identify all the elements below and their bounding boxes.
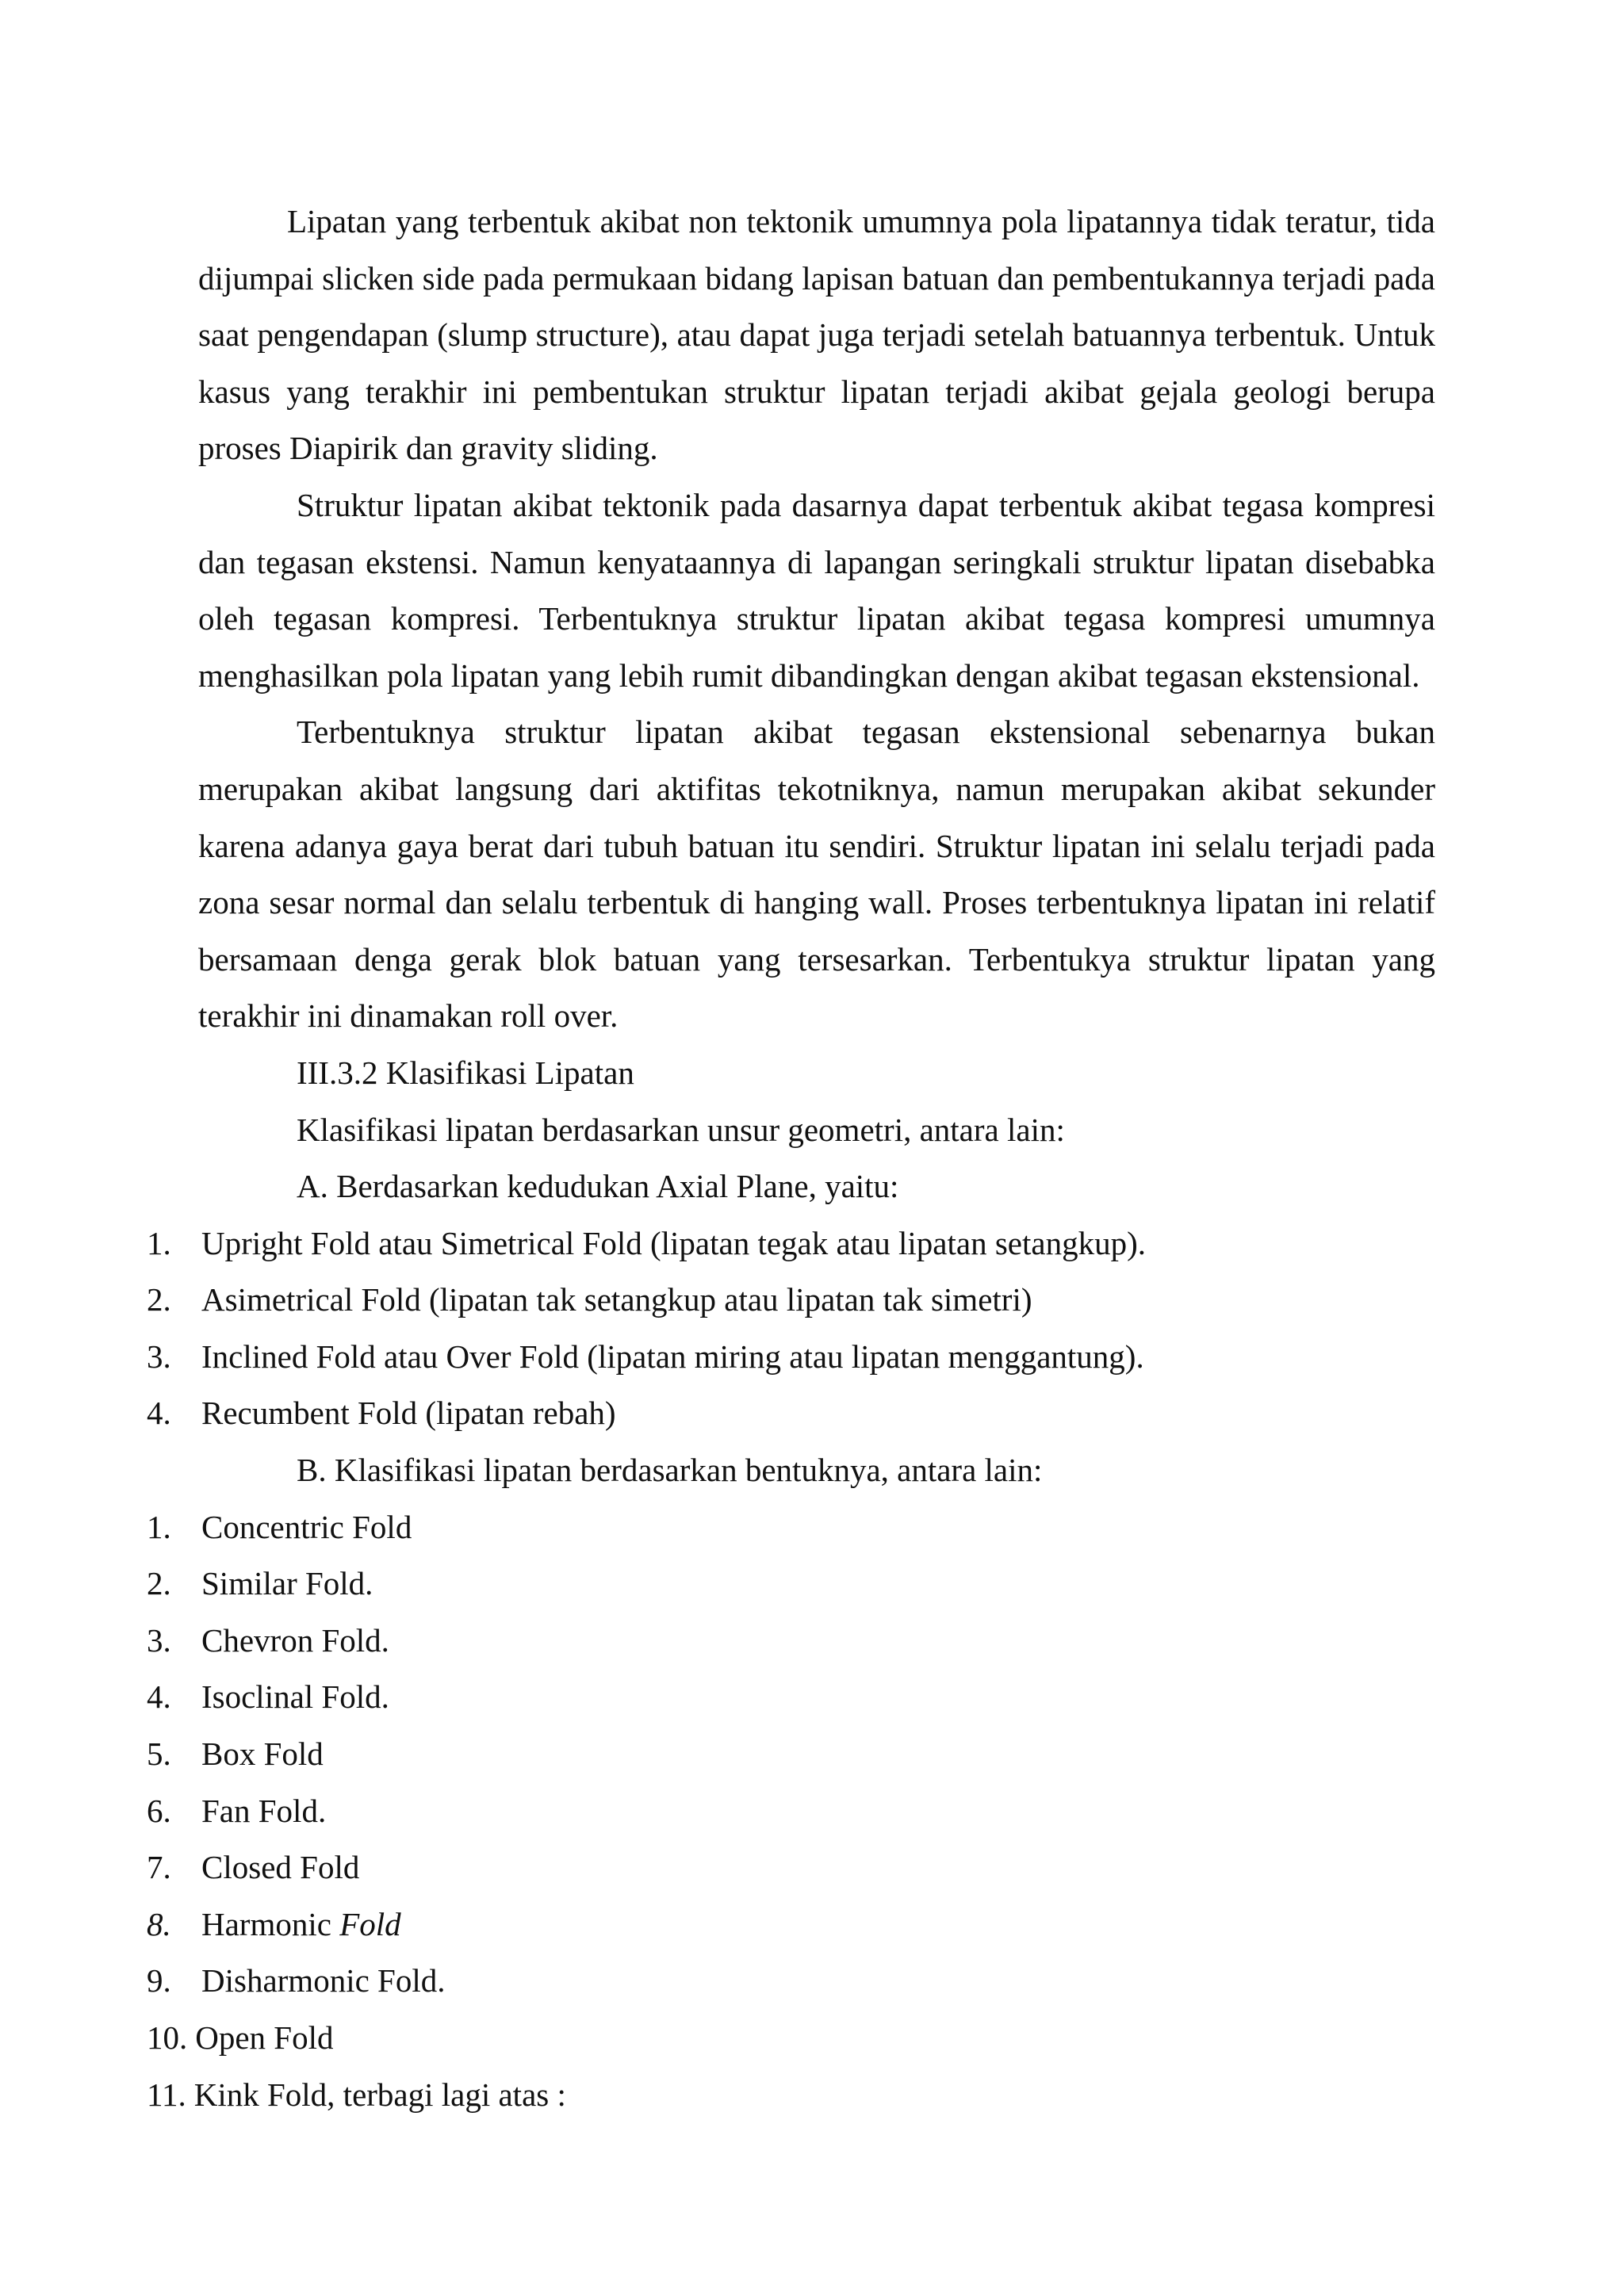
list-number: 2. <box>147 1281 171 1318</box>
list-item-text: Isoclinal Fold. <box>201 1678 389 1716</box>
list-number: 7. <box>147 1849 171 1886</box>
list-item <box>147 1726 1384 1783</box>
list-item <box>147 1329 1384 1386</box>
list-item <box>147 1839 1384 1896</box>
list-item-text: Open Fold <box>195 2019 334 2056</box>
list-item <box>147 1272 1384 1329</box>
list-item-text: Fan Fold. <box>201 1792 327 1829</box>
paragraph-3: Terbentuknya struktur lipatan akibat tegasan ekstensional sebenarnya bukan merupakan akibat langsung dari aktifitas tekotniknya, namun merupakan akibat sekunder karena adanya gaya berat dari tubuh batuan itu sendiri. Struktur lipatan ini selalu terjadi pada zona sesar normal dan selalu terbentuk di hanging wall. Proses terbentuknya lipatan ini relatif bersamaan denga gerak blok batuan yang tersesarkan. Terbentukya struktur lipatan yang terakhir ini dinamakan roll over. <box>198 714 1435 1035</box>
list-item-text: Chevron Fold. <box>201 1621 389 1659</box>
document-body <box>147 193 1435 2123</box>
list-item-text: Harmonic <box>201 1905 340 1942</box>
section-b-heading: B. Klasifikasi lipatan berdasarkan bentuknya, antara lain: <box>297 1452 1043 1489</box>
intro-line: Klasifikasi lipatan berdasarkan unsur geometri, antara lain: <box>297 1111 1065 1148</box>
list-item-text: Box Fold <box>201 1735 324 1773</box>
list-item <box>147 1783 1384 1840</box>
list-item <box>147 1556 1384 1613</box>
list-number: 9. <box>147 1962 171 1999</box>
section-a-list <box>147 1215 1384 1442</box>
paragraph-1: Lipatan yang terbentuk akibat non tektonik umumnya pola lipatannya tidak teratur, tida dijumpai slicken side pada permukaan bidang lapisan batuan dan pembentukannya terjadi pada saat pengendapan (slump structure), atau dapat juga terjadi setelah batuannya terbentuk. Untuk kasus yang terakhir ini pembentukan struktur lipatan terjadi akibat gejala geologi berupa proses Diapirik dan gravity sliding. <box>198 203 1435 467</box>
list-number: 4. <box>147 1395 171 1432</box>
list-item <box>147 2010 1384 2067</box>
list-item <box>147 1499 1384 1556</box>
section-heading: III.3.2 Klasifikasi Lipatan <box>297 1054 634 1091</box>
list-item-text: Closed Fold <box>201 1849 360 1886</box>
list-number: 3. <box>147 1621 171 1659</box>
list-item <box>147 1215 1384 1272</box>
list-number: 6. <box>147 1792 171 1829</box>
list-item-text: Upright Fold atau Simetrical Fold (lipatan tegak atau lipatan setangkup). <box>201 1224 1146 1261</box>
list-item-text: Disharmonic Fold. <box>201 1962 446 1999</box>
list-item <box>147 1385 1384 1442</box>
list-number: 5. <box>147 1735 171 1773</box>
list-number: 2. <box>147 1565 171 1602</box>
list-number: 1. <box>147 1224 171 1261</box>
list-item-text-italic: Fold <box>339 1905 401 1942</box>
list-number: 4. <box>147 1678 171 1716</box>
list-number: 1. <box>147 1508 171 1545</box>
list-number: 3. <box>147 1337 171 1375</box>
list-item <box>147 1896 1384 1954</box>
list-number: 8. <box>147 1905 171 1942</box>
section-a-heading: A. Berdasarkan kedudukan Axial Plane, yaitu: <box>297 1168 899 1205</box>
list-number: 10. <box>147 2019 188 2056</box>
list-item <box>147 1613 1384 1670</box>
list-number: 11. <box>147 2076 186 2113</box>
paragraph-2: Struktur lipatan akibat tektonik pada dasarnya dapat terbentuk akibat tegasa kompresi dan tegasan ekstensi. Namun kenyataannya di lapangan seringkali struktur lipatan disebabka oleh tegasan kompresi. Terbentuknya struktur lipatan akibat tegasa kompresi umumnya menghasilkan pola lipatan yang lebih rumit dibandingkan dengan akibat tegasan ekstensional. <box>198 486 1435 694</box>
list-item <box>147 1953 1384 2010</box>
list-item-text: Inclined Fold atau Over Fold (lipatan miring atau lipatan menggantung). <box>201 1337 1144 1375</box>
list-item-text: Kink Fold, terbagi lagi atas : <box>193 2076 566 2113</box>
list-item-text: Similar Fold. <box>201 1565 373 1602</box>
list-item <box>147 1669 1384 1726</box>
list-item <box>147 2067 1384 2124</box>
section-b-list <box>147 1499 1384 2124</box>
list-item-text: Recumbent Fold (lipatan rebah) <box>201 1395 616 1432</box>
list-item-text: Asimetrical Fold (lipatan tak setangkup atau lipatan tak simetri) <box>201 1281 1032 1318</box>
list-item-text: Concentric Fold <box>201 1508 412 1545</box>
